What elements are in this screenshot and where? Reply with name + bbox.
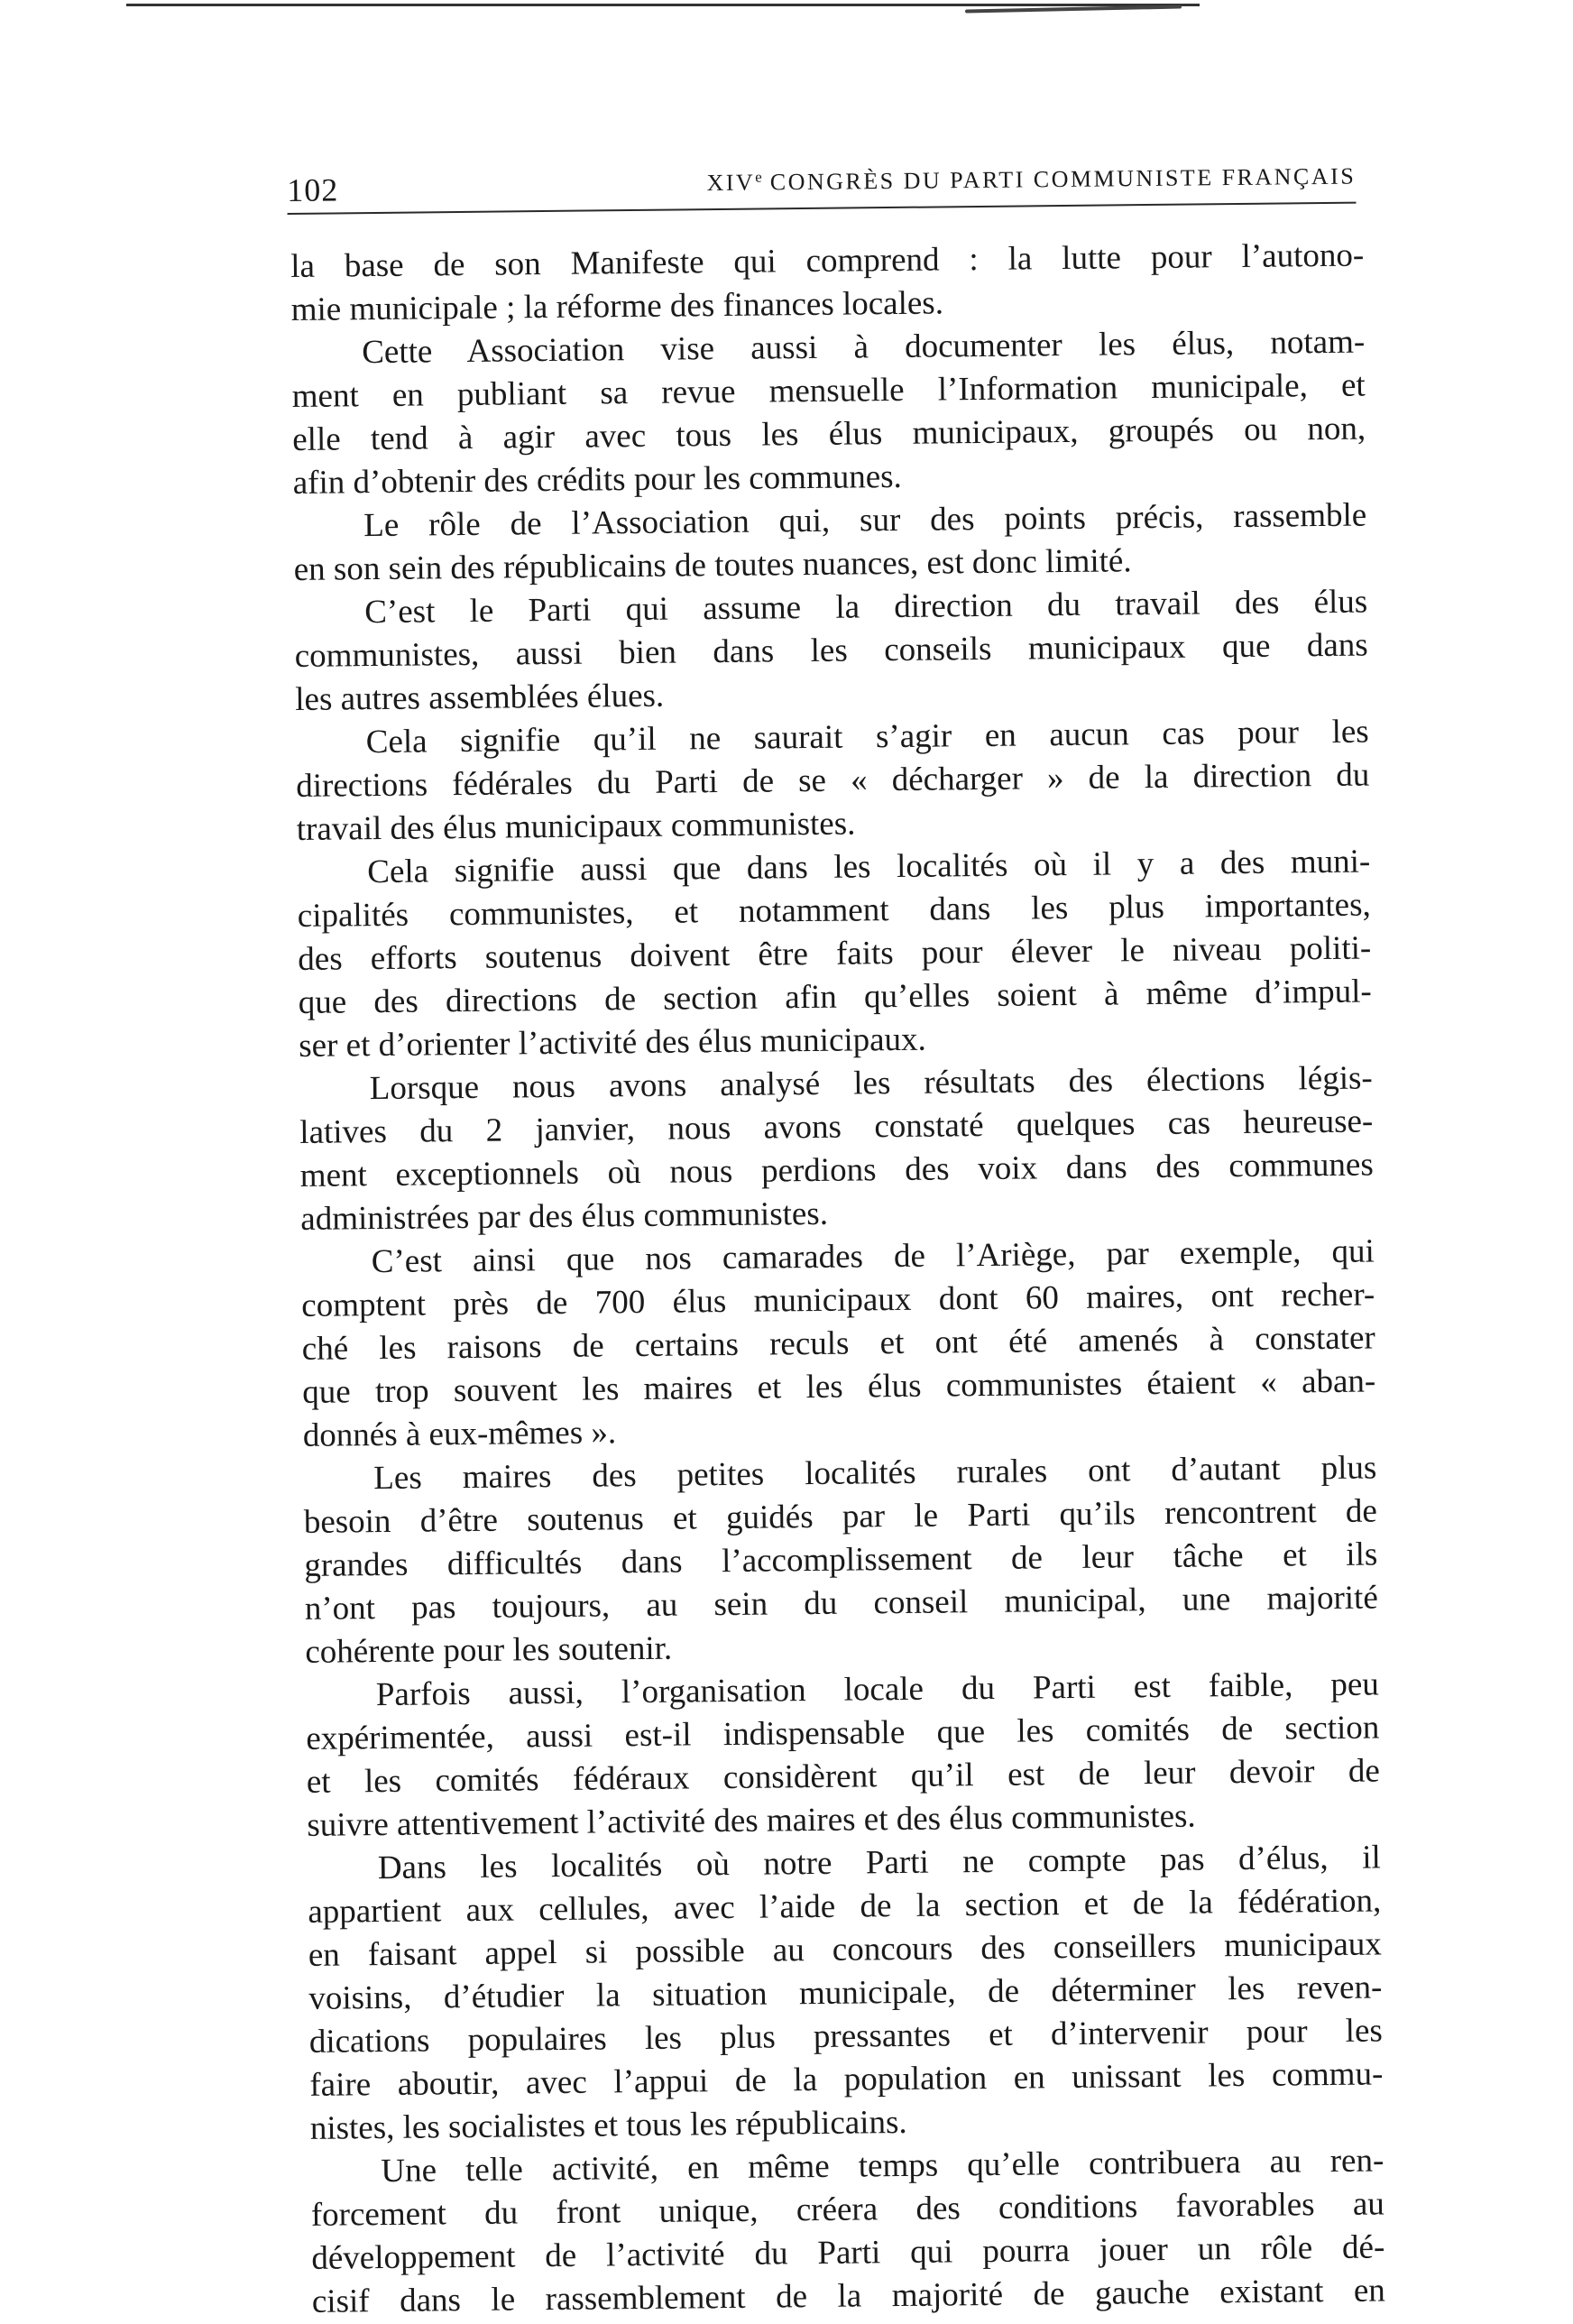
text-line: cisif dans le rassemblement de la majorité de gauche existant en bbox=[311, 2272, 1386, 2320]
text-line: dications populaires les plus pressantes et d’intervenir pour les bbox=[308, 2012, 1384, 2061]
text-line: nistes, les socialistes et tous les républicains. bbox=[309, 2103, 907, 2147]
text-line: donnés à eux-mêmes ». bbox=[302, 1414, 617, 1454]
text-line: Parfois aussi, l’organisation locale du Parti est faible, peu bbox=[375, 1665, 1379, 1714]
running-head-title: CONGRÈS DU PARTI COMMUNISTE FRANÇAIS bbox=[761, 162, 1357, 196]
text-line: administrées par des élus communistes. bbox=[300, 1194, 829, 1238]
text-line: et les comités fédéraux considèrent qu’il est de leur devoir de bbox=[306, 1752, 1380, 1801]
text-line: afin d’obtenir des crédits pour les communes. bbox=[292, 457, 903, 502]
text-line: des efforts soutenus doivent être faits pour élever le niveau politi- bbox=[298, 929, 1372, 978]
text-line: cohérente pour les soutenir. bbox=[305, 1629, 673, 1671]
text-line: faire aboutir, avec l’appui de la population en unissant les commu- bbox=[309, 2055, 1384, 2104]
text-line: les autres assemblées élues. bbox=[295, 677, 665, 718]
text-line: en son sein des républicains de toutes nuances, est donc limité. bbox=[293, 542, 1132, 588]
text-line: directions fédérales du Parti de se « décharger » de la direction du bbox=[296, 756, 1370, 805]
text-line: C’est ainsi que nos camarades de l’Ariège, par exemple, qui bbox=[371, 1232, 1375, 1281]
text-line: que des directions de section afin qu’elles soient à même d’impul- bbox=[298, 973, 1372, 1021]
text-line: elle tend à agir avec tous les élus municipaux, groupés ou non, bbox=[292, 410, 1366, 458]
text-line: voisins, d’étudier la situation municipale, de déterminer les reven- bbox=[308, 1969, 1383, 2017]
text-line: Le rôle de l’Association qui, sur des points précis, rassemble bbox=[363, 496, 1367, 545]
body-text bbox=[290, 235, 1385, 2324]
text-line: comptent près de 700 élus municipaux dont 60 maires, ont recher- bbox=[301, 1276, 1375, 1324]
text-line: Les maires des petites localités rurales ont d’autant plus bbox=[373, 1449, 1377, 1498]
text-line: latives du 2 janvier, nous avons constaté quelques cas heureuse- bbox=[299, 1102, 1374, 1151]
text-line: Cela signifie qu’il ne saurait s’agir en aucun cas pour les bbox=[365, 713, 1369, 761]
page-header bbox=[287, 153, 1357, 215]
text-line: n’ont pas toujours, au sein du conseil municipal, une majorité bbox=[304, 1579, 1378, 1628]
text-line: cipalités communistes, et notamment dans les plus importantes, bbox=[297, 886, 1371, 935]
text-line: Cela signifie aussi que dans les localités où il y a des muni- bbox=[367, 843, 1371, 891]
text-line: communistes, aussi bien dans les conseils municipaux que dans bbox=[294, 626, 1368, 675]
text-line: suivre attentivement l’activité des maires et des élus communistes. bbox=[307, 1797, 1196, 1844]
running-head-superscript: e bbox=[755, 168, 762, 186]
text-line: mie municipale ; la réforme des finances locales. bbox=[290, 284, 944, 328]
running-head-prefix: XIV bbox=[706, 169, 756, 197]
text-line: expérimentée, aussi est-il indispensable que les comités de section bbox=[306, 1709, 1380, 1757]
text-line: C’est le Parti qui assume la direction du travail des élus bbox=[364, 583, 1368, 632]
page-number: 102 bbox=[287, 171, 339, 208]
text-line: grandes difficultés dans l’accomplissement de leur tâche et ils bbox=[304, 1536, 1378, 1584]
text-line: Dans les localités où notre Parti ne compte pas d’élus, il bbox=[377, 1839, 1381, 1887]
text-line: ché les raisons de certains reculs et ont été amenés à constater bbox=[301, 1319, 1375, 1368]
text-line: ser et d’orienter l’activité des élus municipaux. bbox=[299, 1020, 927, 1065]
text-line: appartient aux cellules, avec l’aide de la section et de la fédération, bbox=[308, 1882, 1382, 1931]
text-line: Cette Association vise aussi à documenter les élus, notam- bbox=[362, 323, 1366, 372]
text-line: développement de l’activité du Parti qui pourra jouer un rôle dé- bbox=[311, 2228, 1385, 2277]
text-line: en faisant appel si possible au concours des conseillers municipaux bbox=[308, 1925, 1382, 1974]
text-line: Lorsque nous avons analysé les résultats des élections légis- bbox=[369, 1059, 1373, 1108]
text-line: besoin d’être soutenus et guidés par le Parti qu’ils rencontrent de bbox=[303, 1492, 1377, 1541]
text-line: ment en publiant sa revue mensuelle l’Information municipale, et bbox=[291, 366, 1366, 415]
text-line: ment exceptionnels où nous perdions des voix dans des communes bbox=[299, 1146, 1374, 1194]
text-line: la base de son Manifeste qui comprend : la lutte pour l’autono- bbox=[290, 236, 1365, 285]
text-line: travail des élus municipaux communistes. bbox=[296, 805, 856, 848]
scan-edge-rule bbox=[126, 4, 1200, 6]
text-line: forcement du front unique, créera des conditions favorables au bbox=[310, 2185, 1385, 2234]
text-line: Une telle activité, en même temps qu’elle contribuera au ren- bbox=[381, 2142, 1384, 2190]
text-line: que trop souvent les maires et les élus communistes étaient « aban- bbox=[302, 1362, 1376, 1411]
running-head bbox=[706, 162, 1356, 198]
